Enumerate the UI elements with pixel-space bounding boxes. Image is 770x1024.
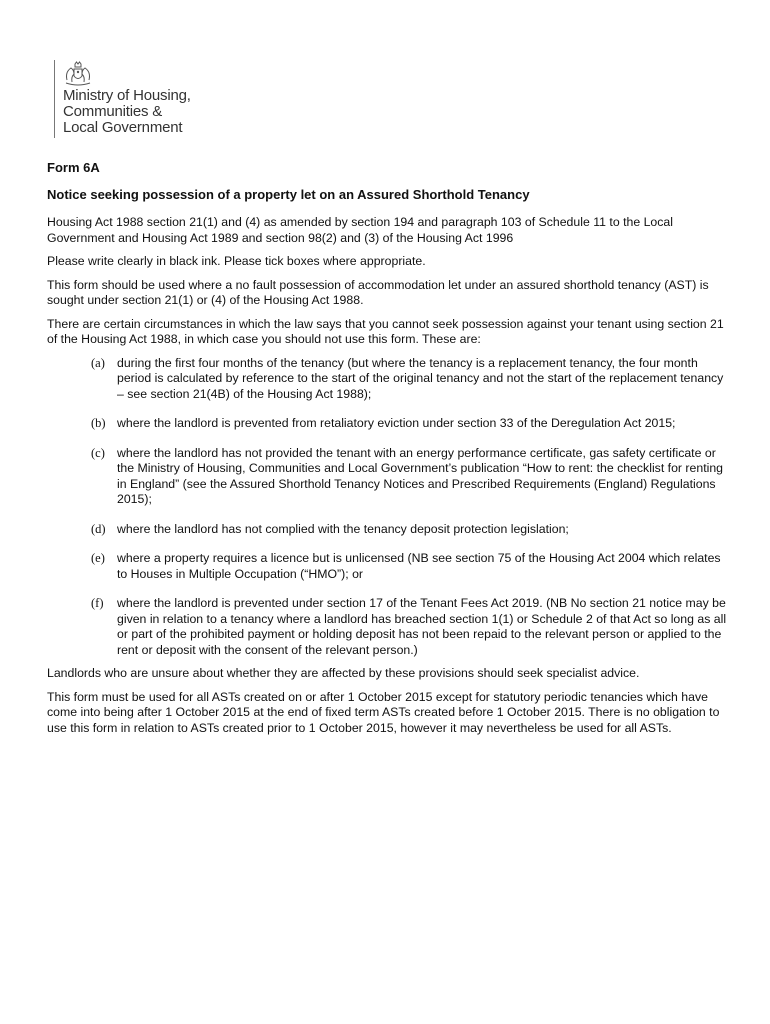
list-item: [47, 551, 727, 582]
list-item-text: where a property requires a licence but is unlicensed (NB see section 75 of the Housing Act 2004 which relates to Houses in Multiple Occupation (“HMO”); or: [117, 551, 721, 581]
list-item: [47, 416, 727, 432]
department-name: [63, 88, 191, 136]
list-item: [47, 596, 727, 658]
dept-line: Ministry of Housing,: [63, 87, 191, 104]
list-item: [47, 446, 727, 508]
legislation-reference: Housing Act 1988 section 21(1) and (4) as amended by section 194 and paragraph 103 of Schedule 11 to the Local Government and Housing Act 1989 and section 98(2) and (3) of the Housing Act 1996: [47, 215, 673, 245]
list-item-text: where the landlord is prevented under section 17 of the Tenant Fees Act 2019. (NB No section 21 notice may be given in relation to a tenancy where a landlord has breached section 1(1) or Schedule 2 of that Act so long as all or part of the prohibited payment or holding deposit has not been repaid to the relevant person or applied to the rent or deposit with the consent of the relevant person.): [117, 596, 727, 657]
circumstances-list: [47, 356, 727, 659]
list-item: [47, 522, 727, 538]
department-logo: [54, 60, 191, 138]
royal-coat-of-arms-icon: [63, 60, 93, 86]
list-marker: (a): [91, 355, 105, 370]
form-number: Form 6A: [47, 160, 100, 175]
list-marker: (e): [91, 551, 105, 565]
form-title: Notice seeking possession of a property let on an Assured Shorthold Tenancy: [47, 186, 530, 202]
applicability-statement: This form must be used for all ASTs created on or after 1 October 2015 except for statutory periodic tenancies which have come into being after 1 October 2015 at the end of fixed term ASTs created before 1 October 2015. There is no obligation to use this form in relation to ASTs created prior to 1 October 2015, however it may nevertheless be used for all ASTs.: [47, 689, 720, 735]
instructions: Please write clearly in black ink. Please tick boxes where appropriate.: [47, 254, 426, 268]
dept-line: Local Government: [63, 119, 183, 136]
usage-statement: This form should be used where a no fault possession of accommodation let under an assured shorthold tenancy (AST) is sought under section 21(1) or (4) of the Housing Act 1988.: [47, 277, 709, 307]
form-body: [47, 160, 727, 744]
list-marker: (f): [91, 596, 104, 610]
list-item-text: where the landlord has not complied with the tenancy deposit protection legislation;: [117, 521, 569, 536]
list-item-text: where the landlord is prevented from retaliatory eviction under section 33 of the Deregulation Act 2015;: [117, 416, 676, 430]
specialist-advice: Landlords who are unsure about whether they are affected by these provisions should seek specialist advice.: [47, 666, 640, 680]
list-item: [47, 356, 727, 403]
list-marker: (c): [91, 445, 105, 460]
list-marker: (d): [91, 521, 106, 536]
list-item-text: where the landlord has not provided the tenant with an energy performance certificate, gas safety certificate or the Ministry of Housing, Communities and Local Government’s publication “How to rent: the checklist for renting in England” (see the Assured Shorthold Tenancy Notices and Prescribed Requirements (England) Regulations 2015);: [117, 445, 724, 506]
list-item-text: during the first four months of the tenancy (but where the tenancy is a replacement tenancy, the four month period is calculated by reference to the start of the original tenancy and not the start of the replacement tenancy – see section 21(4B) of the Housing Act 1988);: [117, 355, 724, 401]
dept-line: Communities &: [63, 103, 163, 120]
list-marker: (b): [91, 416, 106, 430]
circumstances-intro: There are certain circumstances in which the law says that you cannot seek possession against your tenant using section 21 of the Housing Act 1988, in which case you should not use this form. These are:: [47, 316, 724, 346]
